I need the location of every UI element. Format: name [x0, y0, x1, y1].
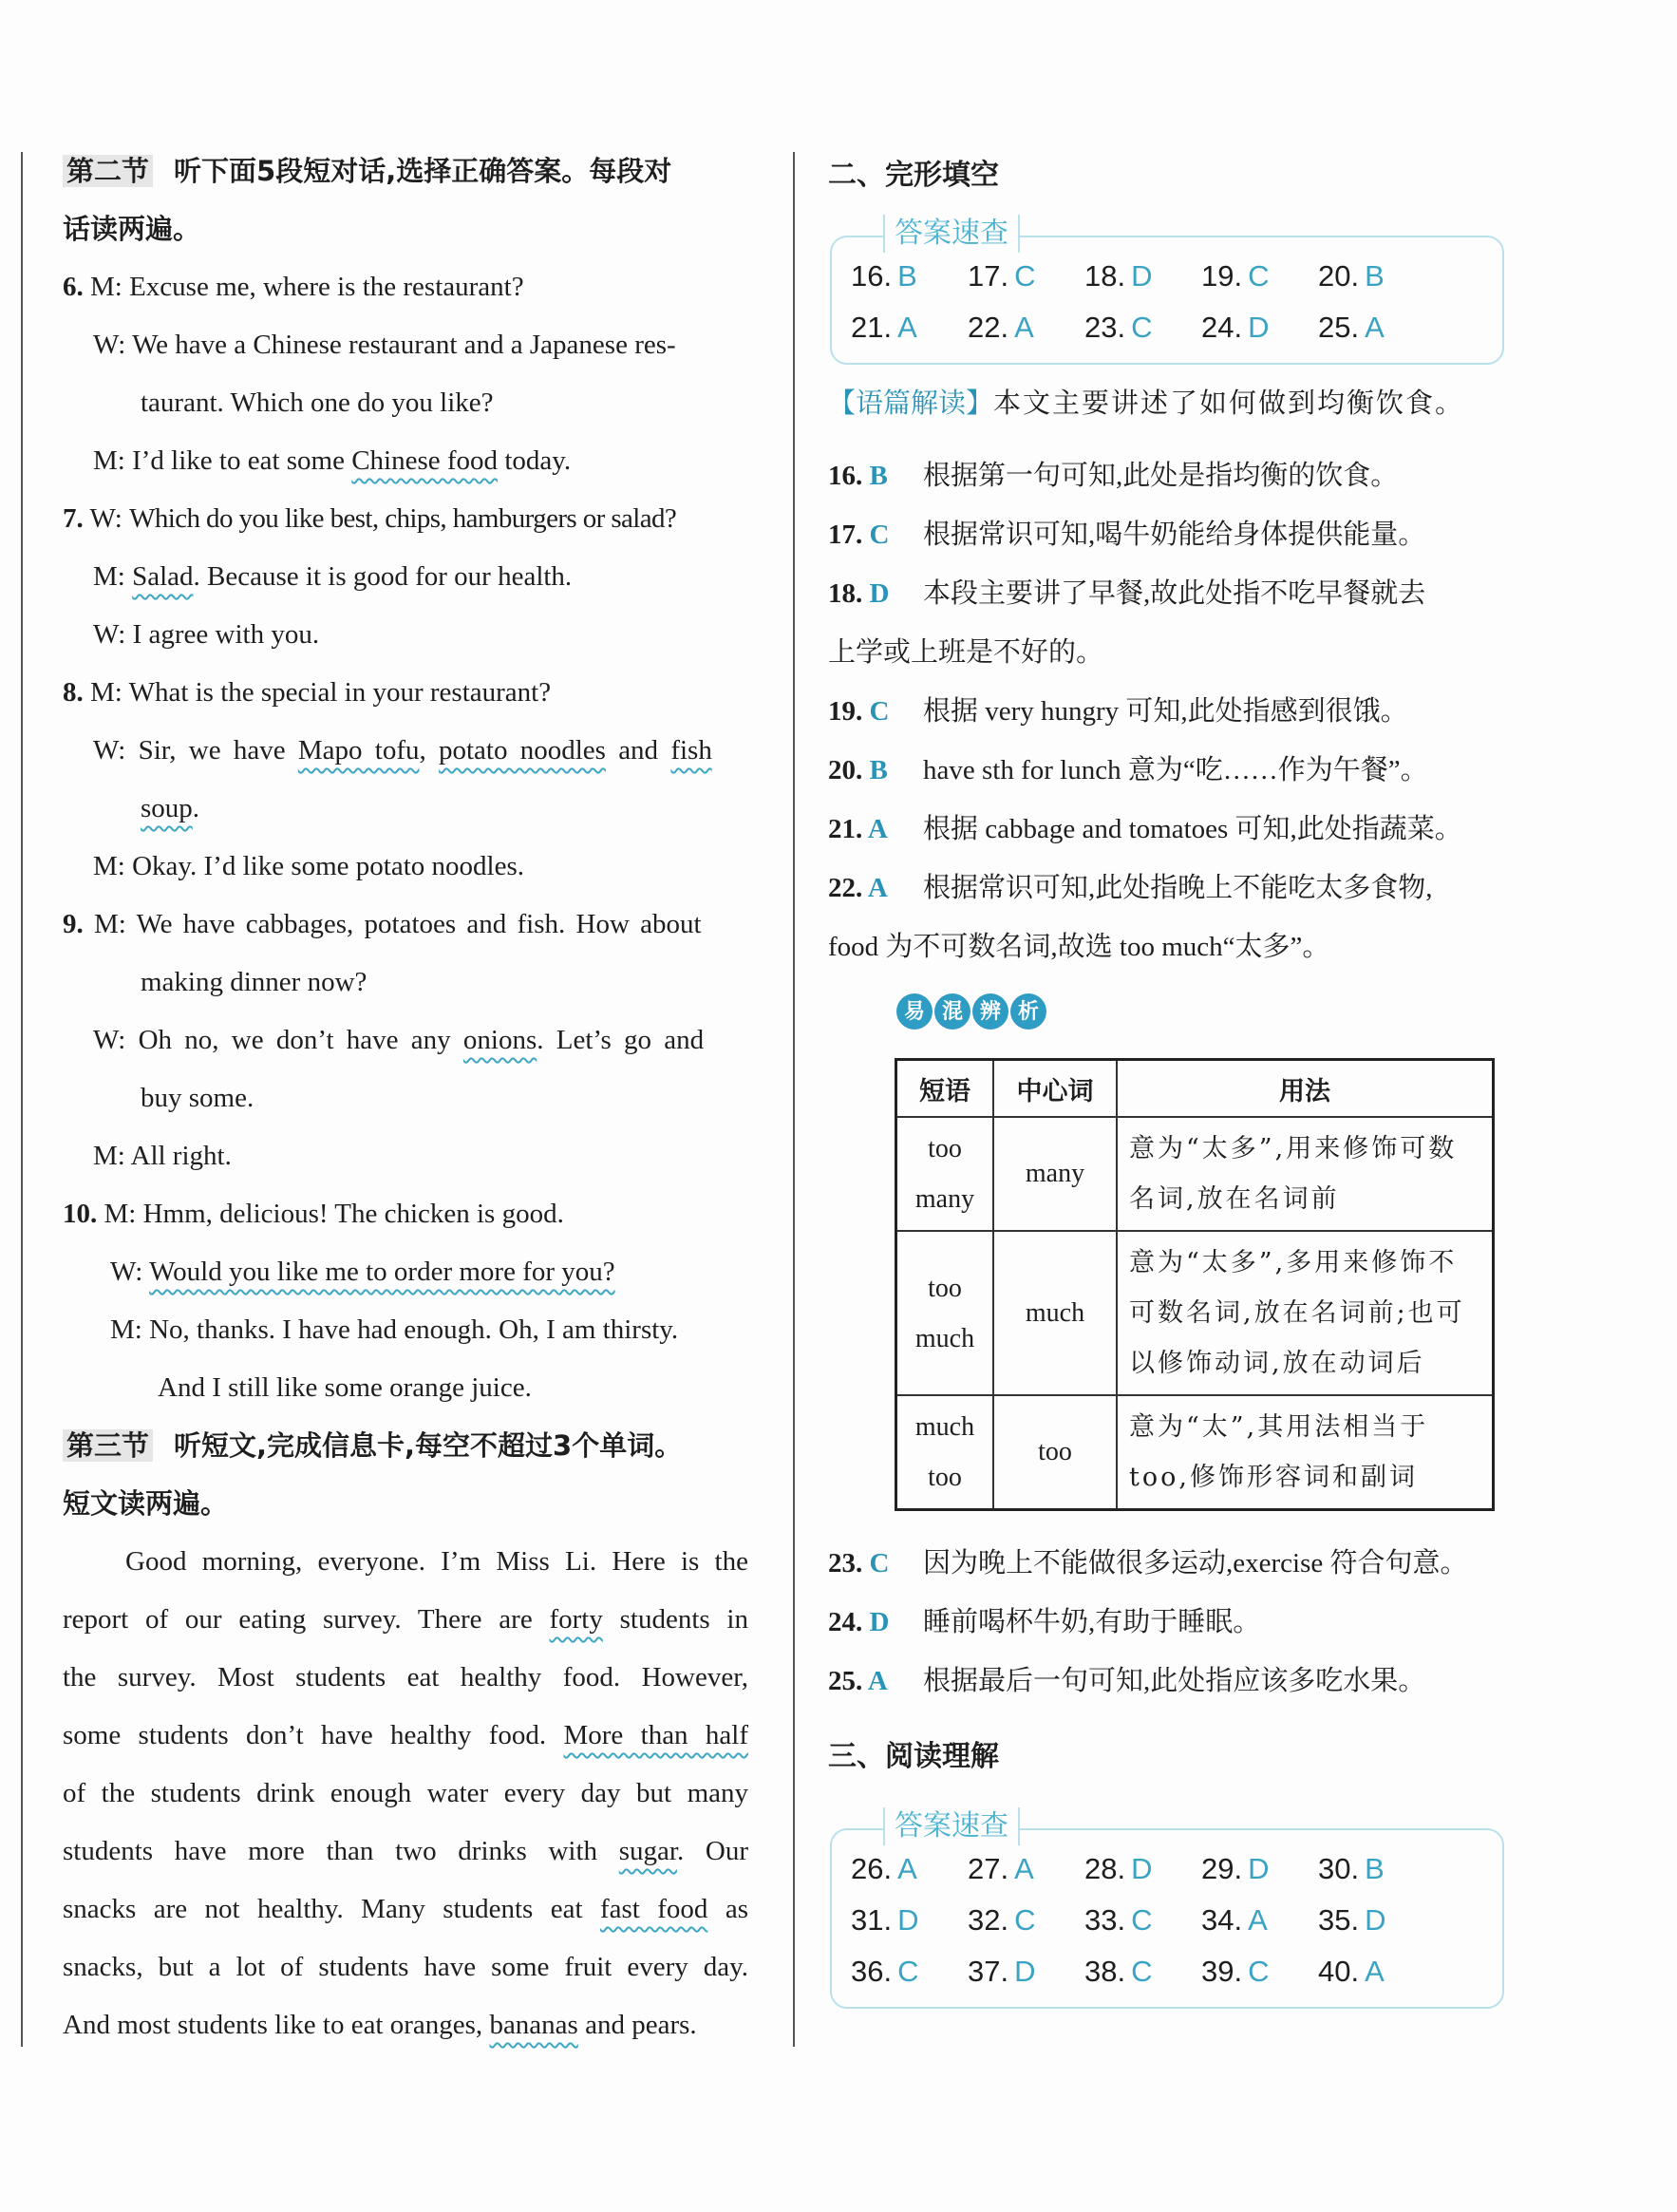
answer-row: 26. A 27. A 28. D 29. D 30. B — [851, 1852, 1385, 1885]
dialogue-10-line-2: W: Would you like me to order more for you? — [110, 1257, 615, 1287]
key-phrase: sugar — [618, 1836, 677, 1866]
right-column — [828, 142, 1512, 491]
table-row: too many many 意为“太多”,用来修饰可数 名词,放在名词前 — [896, 1117, 1494, 1231]
section-instruction: 听下面5段短对话,选择正确答案。每段对 — [174, 155, 672, 187]
dialogue-10-line-1: 10. M: Hmm, delicious! The chicken is good. — [63, 1199, 564, 1229]
explanation-24: 24. D 睡前喝杯牛奶,有助于睡眠。 — [828, 1607, 1261, 1637]
passage-summary: 【语篇解读】本文主要讲述了如何做到均衡饮食。 — [828, 387, 1465, 419]
dialogue-8-line-2-cont: soup. — [141, 793, 200, 823]
key-phrase: Chinese food — [351, 445, 499, 476]
explanation-20: 20. B have sth for lunch 意为“吃……作为午餐”。 — [828, 755, 1428, 785]
dialogue-9-line-3: M: All right. — [93, 1141, 232, 1171]
dialogue-6-line-1: 6. M: Excuse me, where is the restaurant? — [63, 272, 524, 302]
dialogue-6-line-2: W: We have a Chinese restaurant and a Japanese res- — [93, 330, 676, 360]
key-phrase: Salad — [132, 561, 194, 592]
answer-key-title: 答案速查 — [883, 1807, 1020, 1845]
dialogue-8-line-2: W: Sir, we have Mapo tofu, potato noodles and fish — [93, 735, 712, 766]
left-column — [63, 142, 748, 2054]
dialogue-6-line-3: M: I’d like to eat some Chinese food today. — [93, 445, 572, 476]
listening-passage: Good morning, everyone. I’m Miss Li. Here is the report of our eating survey. There are forty students in the survey. Most students eat healthy food. However, some students don’t have healthy food. More than half of the students drink enough water every day but many students have more than two drinks with sugar. Our snacks are not healthy. Many students eat fast food as snacks, but a lot of students have some fruit every day. And most students like to eat oranges, bananas and pears. — [63, 1546, 748, 2040]
explanation-21: 21. A 根据 cabbage and tomatoes 可知,此处指蔬菜。 — [828, 814, 1462, 844]
part3-heading: 三、阅读理解 — [828, 1740, 999, 1773]
dialogue-9-line-1: 9. M: We have cabbages, potatoes and fish. How about — [63, 909, 702, 939]
answer-row: 21. A 22. A 23. C 24. D 25. A — [851, 311, 1385, 344]
table-row: too much much 意为“太多”,多用来修饰不 可数名词,放在名词前;也可 以修饰动词,放在动词后 — [896, 1231, 1494, 1395]
explanation-18-cont: 上学或上班是不好的。 — [828, 637, 1104, 668]
explanation-17: 17. C 根据常识可知,喝牛奶能给身体提供能量。 — [828, 520, 1426, 550]
section3-heading: 第三节 听短文,完成信息卡,每空不超过3个单词。 — [63, 1417, 748, 1475]
summary-label: 【语篇解读】 — [828, 387, 994, 419]
key-phrase: fish — [670, 735, 712, 766]
answer-key-box-part3 — [830, 1809, 1504, 2009]
explanation-list — [828, 446, 1512, 2009]
section-tag: 第二节 — [63, 155, 153, 187]
explanation-16: 16. B 根据第一句可知,此处是指均衡的饮食。 — [828, 461, 1399, 491]
dialogue-9-line-2: W: Oh no, we don’t have any onions. Let’s go and — [93, 1025, 705, 1055]
key-phrase: potato noodles — [438, 735, 606, 766]
key-phrase: Would you like me to order more for you? — [149, 1257, 615, 1287]
dialogue-6-line-2-cont: taurant. Which one do you like? — [141, 388, 494, 418]
key-phrase: onions — [462, 1025, 537, 1055]
dialogue-7-line-3: W: I agree with you. — [93, 619, 320, 650]
left-margin-rule — [21, 152, 23, 2047]
answer-row: 36. C 37. D 38. C 39. C 40. A — [851, 1955, 1385, 1988]
explanation-22-cont: food 为不可数名词,故选 too much“太多”。 — [828, 932, 1330, 962]
answer-key-title: 答案速查 — [883, 215, 1020, 253]
answer-row: 31. D 32. C 33. C 34. A 35. D — [851, 1903, 1386, 1937]
dialogue-8-line-1: 8. M: What is the special in your restaurant? — [63, 677, 552, 708]
dialogue-7-line-1: 7. W: Which do you like best, chips, hamburgers or salad? — [63, 503, 677, 534]
section2-heading — [63, 142, 748, 200]
table-row: much too too 意为“太”,其用法相当于 too,修饰形容词和副词 — [896, 1395, 1494, 1510]
confusion-analysis-badge: 易 混 辨 析 — [896, 993, 1512, 1041]
dialogue-9-line-2-cont: buy some. — [141, 1083, 254, 1113]
explanation-19: 19. C 根据 very hungry 可知,此处指感到很饿。 — [828, 696, 1408, 727]
explanation-25: 25. A 根据最后一句可知,此处指应该多吃水果。 — [828, 1666, 1426, 1696]
key-phrase: soup — [141, 793, 193, 823]
key-phrase: More than half — [563, 1720, 748, 1750]
comparison-table — [895, 1058, 1495, 1511]
section3-instruction-cont: 短文读两遍。 — [63, 1487, 229, 1520]
explanation-23: 23. C 因为晚上不能做很多运动,exercise 符合句意。 — [828, 1548, 1468, 1579]
key-phrase: forty — [549, 1604, 603, 1635]
dialogue-10-line-3: M: No, thanks. I have had enough. Oh, I am thirsty. — [110, 1314, 679, 1345]
part2-heading: 二、完形填空 — [828, 159, 999, 192]
key-phrase: bananas — [489, 2010, 578, 2040]
key-phrase: Mapo tofu — [297, 735, 420, 766]
dialogue-9-line-1-cont: making dinner now? — [141, 967, 367, 997]
explanation-18: 18. D 本段主要讲了早餐,故此处指不吃早餐就去 — [828, 578, 1426, 609]
key-phrase: fast food — [599, 1894, 708, 1924]
section2-instruction-cont: 话读两遍。 — [63, 213, 201, 245]
table-header-row: 短语 中心词 用法 — [896, 1060, 1494, 1118]
explanation-22: 22. A 根据常识可知,此处指晚上不能吃太多食物, — [828, 873, 1433, 903]
dialogue-10-line-3-cont: And I still like some orange juice. — [158, 1372, 532, 1403]
section-tag: 第三节 — [63, 1429, 153, 1462]
answer-key-box-part2 — [830, 217, 1504, 365]
answer-row: 16. B 17. C 18. D 19. C 20. B — [851, 259, 1385, 293]
dialogue-8-line-3: M: Okay. I’d like some potato noodles. — [93, 851, 524, 881]
column-divider — [793, 152, 795, 2047]
dialogue-7-line-2: M: Salad. Because it is good for our health. — [93, 561, 573, 592]
